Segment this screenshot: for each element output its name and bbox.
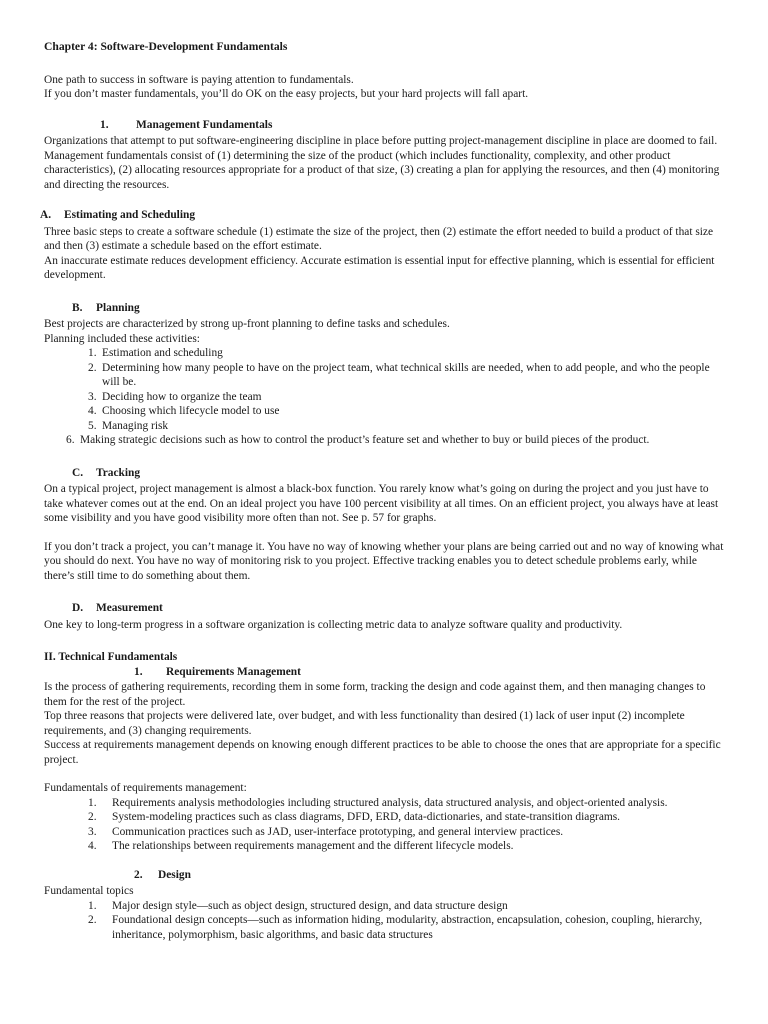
list-item — [44, 913, 728, 942]
list-number: 2. — [88, 361, 97, 374]
section-heading-measurement — [44, 601, 728, 616]
planning-activities-list — [44, 346, 728, 448]
paragraph: On a typical project, project management is almost a black-box function. You rarely know what’s going on during the project and you just have to take whatever comes out at the end. On an ideal project you have 100 percent visibility at all times. On an efficient project, you always have at least some visibility and you have good visibility more often than not. See p. 57 for graphs. — [44, 483, 719, 524]
list-item — [44, 899, 728, 914]
paragraph: Success at requirements management depends on knowing enough different practices to be able to choose the ones that are appropriate for a specific project. — [44, 739, 721, 766]
list-item — [44, 390, 728, 405]
list-item — [44, 346, 728, 361]
section-heading-estimating — [40, 208, 728, 223]
section-heading-planning — [44, 301, 728, 316]
requirements-fundamentals-list — [44, 796, 728, 854]
paragraph: Top three reasons that projects were delivered late, over budget, and with less functionality than desired (1) lack of user input (2) incomplete requirements, and (3) changing requirements. — [44, 710, 685, 737]
paragraph: Fundamental topics — [44, 885, 134, 897]
list-text: Making strategic decisions such as how to control the product’s feature set and whether to buy or build pieces of the product. — [80, 434, 650, 446]
list-number: 2. — [88, 811, 97, 823]
subsection-heading-design — [44, 868, 728, 883]
design-topics-list — [44, 899, 728, 943]
list-item — [44, 361, 728, 390]
paragraph: Best projects are characterized by strong up-front planning to define tasks and schedules. — [44, 318, 450, 330]
subsection-heading-requirements — [44, 665, 728, 680]
section-title: Management Fundamentals — [136, 118, 273, 131]
paragraph: Three basic steps to create a software schedule (1) estimate the size of the project, then (2) estimate the effort needed to build a product of that size and then (3) estimate a schedule based on the effort estimate. — [44, 225, 714, 252]
document-page — [40, 40, 728, 942]
list-number: 3. — [88, 825, 97, 838]
paragraph: An inaccurate estimate reduces development efficiency. Accurate estimation is essential input for effective planning, which is essential for efficient development. — [44, 254, 715, 281]
list-item — [44, 839, 728, 854]
list-number: 4. — [88, 840, 97, 852]
list-number: 1. — [88, 899, 97, 912]
list-number: 3. — [88, 390, 97, 403]
list-text: Foundational design concepts—such as information hiding, modularity, abstraction, encapsulation, cohesion, coupling, hierarchy, inheritance, polymorphism, basic algorithms, and basic data structures — [112, 914, 703, 941]
list-number: 2. — [88, 914, 97, 926]
paragraph: Fundamentals of requirements management: — [44, 782, 247, 794]
section-heading-management — [44, 118, 728, 133]
section-title: Measurement — [96, 602, 163, 614]
list-item — [44, 404, 728, 419]
list-text: Managing risk — [102, 419, 169, 432]
list-number: 1. — [88, 796, 97, 809]
section-number: C. — [72, 466, 84, 479]
list-text: Communication practices such as JAD, user-interface prototyping, and general interview practices. — [112, 825, 564, 838]
list-number: 5. — [88, 419, 97, 432]
section-number: 2. — [134, 868, 143, 881]
section-title: Design — [158, 868, 191, 881]
section-title: Tracking — [96, 466, 141, 479]
list-text: Estimation and scheduling — [102, 347, 223, 359]
paragraph: If you don’t track a project, you can’t manage it. You have no way of knowing whether your plans are being carried out and no way of knowing what you should do next. You have no way of monitoring risk to you project. Effective tracking enables you to detect schedule problems early, while there’s still time to do something about them. — [44, 540, 724, 582]
paragraph: One key to long-term progress in a software organization is collecting metric data to analyze software quality and productivity. — [44, 618, 623, 631]
intro-line-1: One path to success in software is paying attention to fundamentals. — [44, 73, 354, 86]
list-text: Major design style—such as object design, structured design, and data structure design — [112, 899, 508, 912]
paragraph: Planning included these activities: — [44, 332, 200, 345]
section-heading-tracking — [44, 466, 728, 481]
section-title: Estimating and Scheduling — [64, 209, 196, 221]
list-text: System-modeling practices such as class diagrams, DFD, ERD, data-dictionaries, and state-transition diagrams. — [112, 811, 621, 823]
list-number: 4. — [88, 405, 97, 417]
section-title: Planning — [96, 301, 140, 314]
list-text: The relationships between requirements management and the different lifecycle models. — [112, 840, 514, 852]
paragraph: Management fundamentals consist of (1) determining the size of the product (which includes functionality, complexity, and other product characteristics), (2) allocating resources appropriate for a product of that size, (3) creating a plan for applying the resources, and then (4) monitoring and directing the resources. — [44, 149, 720, 191]
list-item — [44, 419, 728, 434]
section-number: A. — [40, 209, 52, 221]
paragraph: Is the process of gathering requirements, recording them in some form, tracking the design and code against them, and then managing changes to them for the rest of the project. — [44, 681, 706, 708]
section-number: B. — [72, 301, 83, 314]
list-item — [44, 433, 728, 448]
section-title: Requirements Management — [166, 665, 301, 678]
list-text: Determining how many people to have on the project team, what technical skills are needed, when to add people, and who the people will be. — [102, 361, 710, 388]
section-number: D. — [72, 602, 84, 614]
list-text: Deciding how to organize the team — [102, 390, 262, 403]
section-number: 1. — [100, 118, 109, 131]
list-text: Choosing which lifecycle model to use — [102, 405, 280, 417]
chapter-title: Chapter 4: Software-Development Fundamentals — [44, 40, 288, 53]
list-item — [44, 796, 728, 811]
list-text: Requirements analysis methodologies including structured analysis, data structured analysis, and object-oriented analysis. — [112, 796, 668, 809]
section-number: 1. — [134, 665, 143, 678]
list-number: 6. — [66, 434, 75, 446]
list-number: 1. — [88, 347, 97, 359]
intro-line-2: If you don’t master fundamentals, you’ll do OK on the easy projects, but your hard projects will fall apart. — [44, 88, 529, 100]
list-item — [44, 810, 728, 825]
paragraph: Organizations that attempt to put software-engineering discipline in place before putting project-management discipline in place are doomed to fail. — [44, 135, 718, 147]
section-heading-technical: II. Technical Fundamentals — [44, 651, 178, 663]
list-item — [44, 825, 728, 840]
